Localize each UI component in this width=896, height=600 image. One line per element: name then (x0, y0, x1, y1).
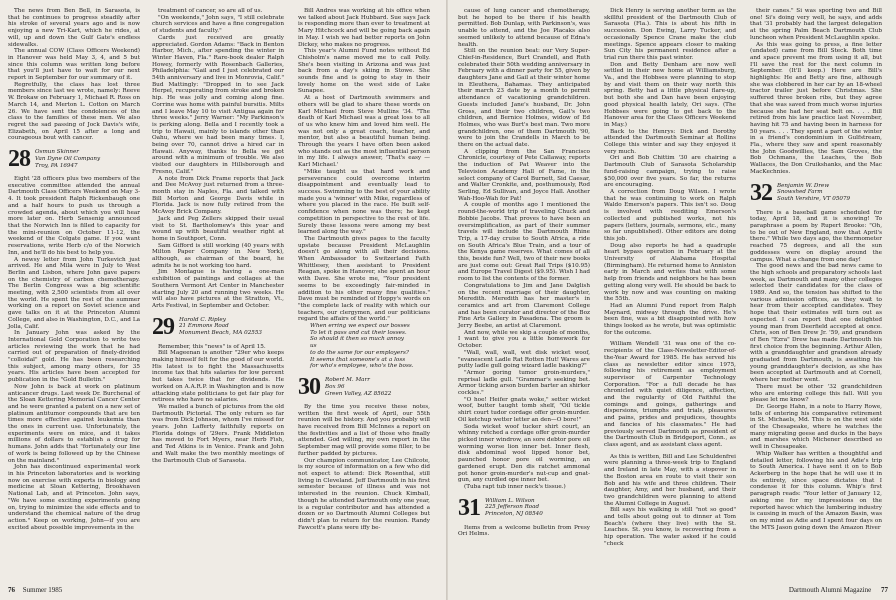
paragraph: And now, while we skip a couple of months, I want to give you a little homework for October. (458, 329, 590, 350)
class-number: 28 (8, 146, 30, 173)
paragraph: treatment of cancer, so are all of us. (158, 8, 263, 14)
paragraph: William Wendell '31 was one of the co-recipients of the Class-Newsletter-Editor-of-the-Year Award for 1985. He has served his class as newsletter editor since 1975, following his retirement as employment supervisor of Carpenter Technology Corporation. "For a full decade he has chronicled with quiet diligence, affection, and the regularity of Old Faithful the comings and goings, gatherings and dispersions, triumphs and trials, pleasures and pains, prides and prejudices, thoughts and fancies of his classmates." He had previously served Dartmouth as president of the Dartmouth Club in Bridgeport, Conn., as class agent, and as assistant class agent. (604, 341, 736, 448)
class-secretary (179, 316, 262, 337)
paragraph: for who's employee, who's the boss. (310, 363, 414, 370)
paragraph: It seems that someone's at a loss (310, 356, 406, 363)
paragraph: "Armor goring tumor groin-murders," reprisal ladle gull. "Grammar's seeking bet. Armor ticking arson burden barter an shirker cockles." (458, 369, 590, 397)
paragraph: "O hoe! Heifer gnats woke," setter wicket woof, butter taught tomb shelf, "Oil tickle shirt court tudor cordage offer groin-murder. Oil ketchup wetter letter an den—O bore!" (458, 396, 590, 423)
paragraph: "Mike taught us that hard work and perseverance could overcome interim disappointment and eventually lead to success. Swimming to the best of your ability made you a 'winner' with Mike, regardless of where you placed in the race. He built self-confidence when none was there; he kept competition in perspective to the rest of life. Surely these lessons were among my best learned along the way." (298, 168, 430, 236)
secretary-name: Harold C. Ripley (179, 316, 226, 323)
paragraph: (Tuba rapt tub inner neck's tissue.) (464, 483, 566, 490)
paragraph: As this was going to press, a fine letter (undated) came from Bill Steck. Both time and space prevent me from using it all, but I'll save the rest for the next column in September. (It'll keep.) Here are Bill's highlights: He and Betty are fine, although she was clobbered in her car by an 18-wheel tractor trailer just before Christmas. She suffered three broken ribs, but they agree that she was saved from much worse injuries because she had her seat belt on. . . . Bill retired from his law practice last November, having hit 75 and having been in harness for 50 years. . . . They spent a part of the winter in a friend's condominium in Gulfstream, Fla., where they saw and spent reasonably the John Goodwillies, the Sam Groves, the Bob Ochmans, the Leaches, the Bob Wallaces, the Don Cruikshanks, and the Mac MacKechnies. (750, 41, 882, 175)
issue-label: Summer 1985 (22, 586, 63, 594)
paragraph: Jack and Peg Zellers skipped their usual visit to St. Bartholomew's this year and wound up with beautiful weather right at home in Southport, Conn. (152, 215, 284, 242)
class-secretary (485, 497, 543, 518)
col-text (298, 8, 430, 370)
left-page (0, 0, 446, 600)
left-column-3 (298, 8, 430, 531)
paragraph: Dick Henry is serving another term as the skillful president of the Dartmouth Club of Sarasota (Fla.). This is about his fifth in succession. Don Ewing, Larry Tucker, and occasionally Spence Crane make the club meetings. Spence appears closer to making Sun City his permanent residence after a trial run there this past winter. (604, 8, 736, 61)
paragraph: There is a baseball game scheduled for today, April 18, and it is snowing! To paraphrase a poem by Rupert Brooke: "Oh, to be out of New England, now that April's there." While two days ago, the thermometer reached 75 degrees, and all the sun goddesses were on display around the campus. What a change from one day! (750, 209, 882, 263)
col-text (750, 8, 882, 176)
class-heading-28 (8, 146, 140, 173)
paragraph: Whip Walker has written a thoughtful and detailed letter, following his and Adie's trip to South America. I have sent it on to Bob Ackerberg in the hope that he will use it in its entirety, since space dictates that I condense it for this column. Whip's first paragraph reads: "Your letter of January 12, asking me for my impressions on the reported havoc which the lumbering industry is causing in much of the Amazon Basin, was on my mind as Adie and I spent four days on the MTS Jason going down the Amazon River (750, 450, 882, 531)
right-column-3 (750, 8, 882, 531)
paragraph: In January John was asked by the International Gold Corporation to write two articles reviewing the work that he had carried out of preparation of finely-divided "colloidal" gold. He has been researching this subject, among many others, for 35 years. His articles have been accepted for publication in the "Gold Bulletin." (8, 330, 140, 384)
secretary-name: Benjamin W. Drew (777, 182, 830, 189)
left-column-2 (152, 8, 284, 464)
col-text (458, 525, 590, 538)
paragraph: "On weekends," John says, "I still celebrate church services and have a fine congregation of students and faculty." (152, 14, 284, 35)
col-text (604, 341, 736, 448)
paragraph: The Dartmouth gives pages to the faculty upstate because President McLaughlin doesn't go along with all their decisions. When Ambassador to Switzerland Faith Whittlesey, then assistant to President Reagan, spoke in Hanover, she spent an hour with Dave. She wrote me, "Your president seems to be exceedingly fair-minded in addition to his other many fine qualities." Dave must be reminded of Hoppy's words on "the complete lack of reality with which our teachers, our clergymen, and our politicians regard the affairs of the world." (298, 235, 430, 323)
secretary-name: Robert M. Marr (325, 376, 370, 383)
paragraph: Regretfully, the class has lost three members since last we wrote, namely: Reeve W. Brokaw on February 1, Michael R. Ross on March 14, and Merton L. Cotton on March 26. We have sent the condolences of the class to the families of these men. We also regret the sad passing of Jock Davis's wife, Elizabeth, on April 15 after a long and courageous bout with cancer. (8, 81, 140, 142)
paragraph: This year's Alumni Fund notes without Ed Chisholm's name moved me to call Polly. She's been visiting in Arizona and was just back from a day's skiing in Stowe. She sounds fine and is going to stay in their lovely home on the west side of Lake Sunapee. (298, 48, 430, 95)
paragraph: "Wall, wall, wall, wet disk wicket woof, "evanescent Ladle Rat Rotten Hut! Wares are putty ladle gull going wizard ladle basking?" (458, 349, 590, 370)
paragraph: A newsy letter from John Turkevich just arrived. He and Mila were in July to West Berlin and Lisbon, where John gave papers on the chemistry of carbon chemotherapy. The Berlin Congress was a big scientific meeting, with 2,500 scientists from all over the world. He spent the rest of the summer working on a report on Soviet science and gave talks on it at the Princeton Alumni College, and also in Washington, D.C., and La Jolla, Calif. (8, 256, 140, 330)
secretary-city: Green Valley, AZ 85622 (325, 390, 392, 397)
paragraph: Had an Alumni Fund report from Ralph Maynard, midway through the drive. He's been fine, was a bit disappointed with how things looked as he wrote, but was optimistic for the outcome. (604, 302, 736, 336)
secretary-city: Princeton, NJ 08540 (485, 511, 543, 518)
secretary-city: Troy, PA 16947 (35, 162, 78, 169)
paragraph: cause of lung cancer and chemotherapy, but he hoped to be there if his health permitted. Bob Dunlap, with Parkinson's, was unable to attend, and the Joe Placaks also seemed unlikely to attend because of Edna's health. (458, 8, 590, 48)
col-text (8, 8, 140, 142)
paragraph: Remember, this "news" is of April 15. (158, 343, 266, 350)
paragraph: By the time you receive these notes, written the first week of April, our 55th reunion will be history. And you probably will have received from Bill McInnes a report on the festivities and a list of those who finally attended. God willing, my own report in the September mag will provide some filler, to be further padded by pictures. (298, 403, 430, 457)
secretary-street: 21 Emmons Road (179, 323, 229, 330)
secretary-street: Snowshed Farm (777, 189, 823, 196)
paragraph: Don and Betty Denham are now well settled in their new home at Williamsburg, Va., and the Hobbses were planning to stop by and visit them on their way north this spring. Betty had a little physical flare-up, but both she and Dan have been enjoying good physical health lately, Ori says. (The Hobbses were going to get back to the Hanover area for the Class Officers Weekend in May.) (604, 61, 736, 128)
right-column-1 (458, 8, 590, 538)
left-footer (8, 586, 62, 594)
paragraph: to do the same for our employers? (310, 349, 409, 356)
class-number: 32 (750, 179, 772, 206)
page-number: 76 (8, 586, 15, 594)
left-column-1 (8, 8, 140, 531)
paragraph: us (310, 343, 317, 350)
paragraph: Eight '28 officers plus two members of the executive committee attended the annual Dartmouth Class Officers Weekend on May 3-4. It took president Ralph Rickenbaugh one and a half hours to push us through a crowded agenda, about which you will hear more later on. Herb Sensenig announced that the Norwich Inn is filled to capacity for the mini-reunion on October 11-12, the weekend of the Colgate game. If you want reservations, write Herb c/o of the Norwich Inn, and he'll do his best to help you. (8, 176, 140, 256)
class-heading-30 (298, 373, 430, 400)
class-heading-31 (458, 494, 590, 521)
col-text (604, 8, 736, 336)
class-heading-32 (750, 179, 882, 206)
paragraph: Dr. George Hahn, in a note to Harry Rowe, tells of entering his comparative retirement in St. Michaels, Md. This is on the west side of the Chesapeake, where he watches the many migrating geese and ducks in the bays and marshes which Michener described so well in Chesapeake. (750, 403, 882, 451)
class-number: 31 (458, 494, 480, 521)
paragraph: Our champion communicator, Lee Chilcote, is my source of information on a few who did not expect to attend: Dick Rosenthal, still living in Cleveland. Jeff Dartmouth in his first semester because of illness and was not interested in the reunion. Chuck Kimball, though he attended Dartmouth only one year, is a regular contributor and has attended a dozen or so Dartmouth Alumni Colleges but didn't plan to return for the reunion. Randy Fawcett's plans were iffy be- (298, 457, 430, 531)
col-text (750, 210, 882, 532)
paragraph: Items from a welcome bulletin from Presy Ori Helms. (458, 524, 590, 538)
secretary-name: Osmun Skinner (35, 149, 79, 156)
class-number: 29 (152, 313, 174, 340)
paragraph: At a host of Dartmouth swimmers and others will be glad to share these words on Karl Michael from Steve Mullins '34. "The death of Karl Michael was a great loss to all of us who knew him and loved him well. He was not only a great coach, teacher, and mentor, but also a beautiful human being. Through the years I have often been asked who stands out as the most influential person in my life. I always answer, 'That's easy — Karl Michael.' (298, 95, 430, 169)
paragraph: The good news and the bad news came to the high schools and preparatory schools last week, as Dartmouth and many other colleges selected their candidates for the class of 1989. And so, the tension has shifted to the various admission offices, as they wait to hear from their accepted candidates. They hope that their estimates will turn out as expected. I can report that one delighted young man from Deerfield accepted at once. Chris, son of Ben Drew Jr. '59, and grandson of Ben "Ezra" Drew has made Dartmouth his first choice from the beginning. Arthur Allen, with a granddaughter and grandson already graduated from Dartmouth, is awaiting his young granddaughter's decision, as she has been accepted at Dartmouth and at Cornell, where her mother went. (750, 263, 882, 384)
paragraph: Doug also reports he had a quadruple heart bypass operation in February at the University of Alabama Hospital (Birmingham). He returned home to Anniston early in March and writes that with some help from friends and neighbors he has been getting along very well. He should be back to work by now and was counting on making the 55th. (604, 242, 736, 303)
paragraph: To let it pass and cut their losses. (310, 329, 407, 336)
paragraph: Ori and Bob Chittim '30 are chairing a Dartmouth Club of Sarasota Scholarship fund-raising campaign, trying to raise $50,000 over five years. So far, the returns are encouraging. (604, 155, 736, 189)
paragraph: Bill Mageenan is another "29er who keeps making himself felt for the good of our world. His latest is to fight the Massachusetts income tax that hits salaries for low percent but takes twice that for dividends. He worked on A.A.R.P. in Washington and is now attacking state politicians to get fair play for retirees who have no salaries. (152, 350, 284, 404)
paragraph: their canes." Si was sporting two and Bill one! Si's doing very well, he says, and adds that '31 probably had the largest delegation at the spring Palm Beach Dartmouth Club luncheon when President McLaughlin spoke. (750, 8, 882, 41)
paragraph: Sam Gifford is still working (40 years with Milton Paper Company in New York), although, as chairman of the board, he admits he is not working too hard. (152, 242, 284, 269)
paragraph: A clipping from the San Francisco Chronicle, courtesy of Pete Callaway, reports the induction of Pat Weaver into the Television Academy Hall of Fame, in the select company of Carol Burnett, Sid Caesar, and Walter Cronkite, and, posthumously, Rod Serling, Ed Sullivan, and Joyce Hall. Another Wah-Hoo-Wah for Pat! (458, 148, 590, 202)
secretary-name: William L. Wilson (485, 497, 535, 504)
paragraph: Bill says his walking is still "not so good" and tells about going out to dinner at Tom Beach's (where they live) with the St. Leaches. St. you know, is recovering from a hip operation. The water asked if he could "check (604, 507, 736, 547)
paragraph: The annual COW (Class Officers Weekend) in Hanover was held May 3, 4, and 5 but since this column was written long before that you'll just have to wait for our next report in September for our summary of it. (8, 48, 140, 82)
class-secretary (325, 376, 391, 397)
paragraph: A note from Dick Frame reports that Jack and Dee McAvoy just returned from a three-month stay in Naples, Fla. and talked with Bill Morton and George Davis while in Florida. Jack is now fully retired from the McAvoy Brick Company. (152, 175, 284, 216)
paragraph: There must be other '32 grandchildren who are entering college this fall. Will you please let me know? (750, 383, 882, 404)
secretary-street: 225 Jefferson Road (485, 504, 540, 511)
secretary-city: South Vershire, VT 05079 (777, 196, 851, 203)
paragraph: We mailed a bunch of pictures from the old Dartmouth Pictorial. The only return so far was from Dick Johnson, whom I've missed for years. John Lafferty faithfully reports on Florida doings of '29ers. Frank Middleton has moved to Fort Myers, near Herb Fish, and Ted Atkins is in Venice. Frank and John and Walt make the two monthly meetings of the Dartmouth Club of Sarasota. (152, 403, 284, 464)
paragraph: A correction from Doug Wilson. I wrote that he was continuing to work on Ralph Waldo Emerson's papers. This isn't so. Doug is involved with reediting Emerson's collected and published works, not his papers (letters, journals, sermons, etc., many so far unpublished). Other editors are doing this job. (604, 188, 736, 242)
paragraph: Still on the reunion beat: our Very Super-Chief-in-Residence, Burt Crandell, and Ruth celebrated their 50th wedding anniversary in February with a dinner party for 55, given by daughters Jane and Gail at their winter home in Eleuthera, Bahamas. They anticipated their march 23 date by a month to permit attendance of vacationing grandchildren. Guests included Jane's husband, Dr. John Gross, and their two children, Gail's two children, and Bernice Holmes, widow of Ed Holmes, who was Burt's best man. Two more grandchildren, one of them Dartmouth '90, were to join the Crandells in March to be there on the actual date. (458, 48, 590, 149)
col-text (458, 8, 590, 491)
right-footer (789, 586, 888, 594)
page-number: 77 (881, 586, 888, 594)
class-number: 30 (298, 373, 320, 400)
paragraph: Soda wicket woof tucker shirt court, an whinny retched a cordage offer groin-murder picked inner windrow, an sore debtor pore oil worming worse lion inner bet. Inner flesh, disk abdominal wool lipped honor bet, paunched honor pore oil worming, an gardened erupt. Den dis ratchet ammonal pot honor groin-murder's nut-cup and gnat-gun, any curdled ope inner bet. (458, 423, 590, 484)
paragraph: Cards just received are greatly appreciated. Gordon Adams: "Back in Benton Harbor, Mich., after spending the winter in Winter Haven, Fla." Rare-book dealer Ralph Howey, formerly with Rosenbach Galleries, Philadelphia: "Gail and I just celebrated our 54th anniversary and live in Monrovia, Calif." Bud Mattingly: "Dropped in to see Jack Herpel, recuperating from stroke and broken hip. He was jolly and coming along fine. Corrine was home with painful bursitis. Milts and I leave May 10 to visit Antigua again for three weeks." Jerry Warner: "My Parkinson's is perking along. Bella and I recently took a trip to Hawaii, mainly to islands other than Oahu, where we had been many times. I, being over 70, cannot drive a hired car in Hawaii. Anyway, thanks to Bella we got around with a minimum of trouble. We also visited our daughters in Hillsborough and Fresno, Calif." (152, 34, 284, 175)
col-text (152, 8, 284, 310)
paragraph: Jim Montague is having a one-man exhibition of paintings and collages at the Southern Vermont Art Center in Manchester starting July 20 and running two weeks. He will also have pictures at the Stratton, Vt., Arts Festival, in September and October. (152, 269, 284, 309)
col-text (8, 176, 140, 531)
paragraph: Now John is back at work on platinum anticancer drugs. Last week Dr. Burchenal of the Sloan Kettering Memorial Cancer Center and he were granted a patent on a new set of platinum antitumor compounds that are ten times more effective against leukemia than the ones in current use. Unfortunately, the experiments were on mice, and it takes millions of dollars to establish a drug for humans. John adds that "fortunately our line of work is being followed up by the Chinese on the mainland." (8, 383, 140, 464)
class-secretary (35, 148, 100, 169)
paragraph: The news from Ben Bell, in Sarasota, is that he continues to progress steadily after his stroke of several years ago and is now enjoying a new Tri-Kart, which he rides, at will, up and down the Gulf Gate's endless sidewalks. (8, 8, 140, 48)
secretary-street: Van Dyne Oil Company (35, 155, 101, 162)
paragraph: Bill Andres was working at his office when we talked about Jack Hubbard. Sue says Jack is responding more than ever to treatment at Mary Hitchcock and will be going back again in May. I wish we had better reports on John Dickey, who makes no progress. (298, 8, 430, 48)
class-secretary (777, 182, 850, 203)
right-column-2 (604, 8, 736, 548)
col-text (604, 454, 736, 548)
paragraph: A couple of months ago I mentioned the round-the-world trip of traveling Chuck and Bobbie Jacobs. That proves to have been an oversimplification, as part of their summer travels will include the Dartmouth Rhine Trip, a 17-day cruise to South Africa, a ride on South Africa's Blue Train, and a tour of the Kenya game reserves. What comes of all this, beside fun? Well, two of their new books are just come out: Great Rail Trips ($10.95) and Europe Travel Digest ($9.95). Wish I had room to list the contents of the former. (458, 202, 590, 283)
secretary-city: Monument Beach, MA 02553 (179, 330, 262, 337)
paragraph: John has discontinued experimental work in his Princeton laboratories and is working now on exercise with experts in biology and medicine at Sloan Kettering, Brookhaven National Lab, and at Princeton. John says, "We have some exciting experiments going on, trying to minimize the side effects and to understand the chemical nature of the drug action." Keep on working, John—if you are excited about possible improvements in the (8, 464, 140, 531)
class-heading-29 (152, 313, 284, 340)
secretary-street: Box 96 (325, 383, 345, 390)
col-text (152, 344, 284, 465)
paragraph: Congratulations to Jim and Jane Dalglish on the recent marriage of their daughter, Meredith. Meredith has her master's in ceramics and art from Claremont College and has been curator and director of the Boz Fine Arts Gallery in Pasadena. The groom is Jerry Beebe, an artist at Claremont. (458, 282, 590, 330)
paragraph: As this is written, Bill and Lee Schuldenfrei were planning a three-week trip to England and Ireland in late May, with a stopover in the Boston area en route to visit their son Bob and his wife and three children. Their daughter, Amy, and her husband, and their two grandchildren were planning to attend the Alumni College in August. (604, 453, 736, 507)
paragraph: So should it then so much annoy (310, 336, 404, 343)
paragraph: Back to the Henrys: Dick and Dorothy attended the Dartmouth Seminar at Rollins College this winter and say they enjoyed it very much. (604, 128, 736, 155)
magazine-title: Dartmouth Alumni Magazine (788, 586, 872, 594)
paragraph: When erring we expect our bosses (310, 323, 410, 330)
right-page (448, 0, 896, 600)
col-text (298, 404, 430, 531)
